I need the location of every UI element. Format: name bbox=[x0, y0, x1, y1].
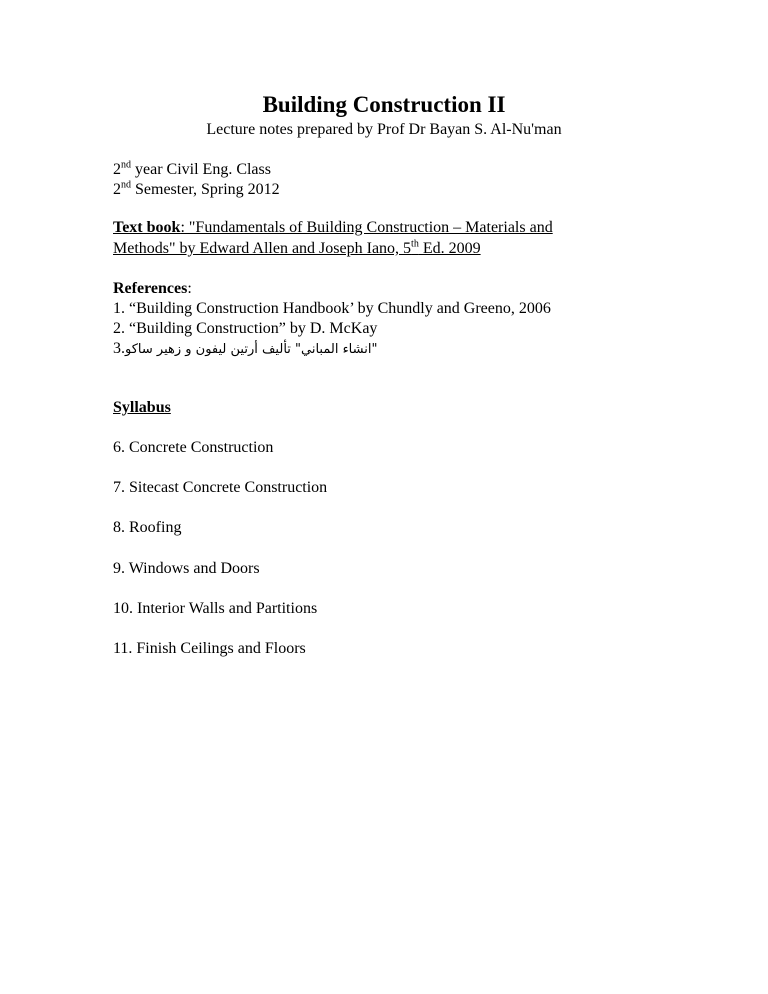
syllabus-item: 8. Roofing bbox=[113, 519, 182, 536]
syllabus-item: 9. Windows and Doors bbox=[113, 560, 260, 577]
reference-item-3-arabic-title: "انشاء المباني" تأليف أرتين ليفون و زهير ساكو bbox=[125, 342, 378, 357]
textbook-text-1: : "Fundamentals of Building Construction – Materials and bbox=[180, 219, 553, 236]
reference-item-arabic bbox=[113, 339, 377, 360]
references-heading: References bbox=[113, 280, 188, 297]
semester-line bbox=[113, 180, 280, 200]
references-colon: : bbox=[187, 280, 192, 297]
textbook-line-1 bbox=[113, 218, 553, 238]
textbook-line-2 bbox=[113, 239, 481, 259]
reference-item-3-number: 3. bbox=[113, 340, 125, 357]
semester-text: Semester, Spring 2012 bbox=[131, 181, 280, 198]
document-subtitle: Lecture notes prepared by Prof Dr Bayan S. Al-Nu'man bbox=[206, 121, 562, 138]
class-year-line bbox=[113, 160, 271, 180]
references-heading-line bbox=[113, 279, 192, 299]
syllabus-item: 11. Finish Ceilings and Floors bbox=[113, 640, 306, 657]
textbook-label: Text book bbox=[113, 219, 181, 236]
year-number: 2 bbox=[113, 161, 121, 178]
reference-item: 2. “Building Construction” by D. McKay bbox=[113, 320, 378, 337]
semester-number: 2 bbox=[113, 181, 121, 198]
syllabus-item: 7. Sitecast Concrete Construction bbox=[113, 479, 328, 496]
semester-ordinal: nd bbox=[121, 179, 131, 191]
textbook-text-2: Methods" by Edward Allen and Joseph Iano, 5 bbox=[113, 240, 412, 257]
syllabus-item: 10. Interior Walls and Partitions bbox=[113, 600, 318, 617]
reference-item: 1. “Building Construction Handbook’ by Chundly and Greeno, 2006 bbox=[113, 300, 551, 317]
textbook-text-3: Ed. 2009 bbox=[418, 240, 481, 257]
textbook-edition-ordinal: th bbox=[411, 238, 419, 250]
syllabus-item: 6. Concrete Construction bbox=[113, 439, 274, 456]
document-title: Building Construction II bbox=[262, 92, 506, 117]
year-ordinal: nd bbox=[121, 159, 131, 171]
year-text: year Civil Eng. Class bbox=[131, 161, 271, 178]
syllabus-heading: Syllabus bbox=[113, 399, 171, 416]
